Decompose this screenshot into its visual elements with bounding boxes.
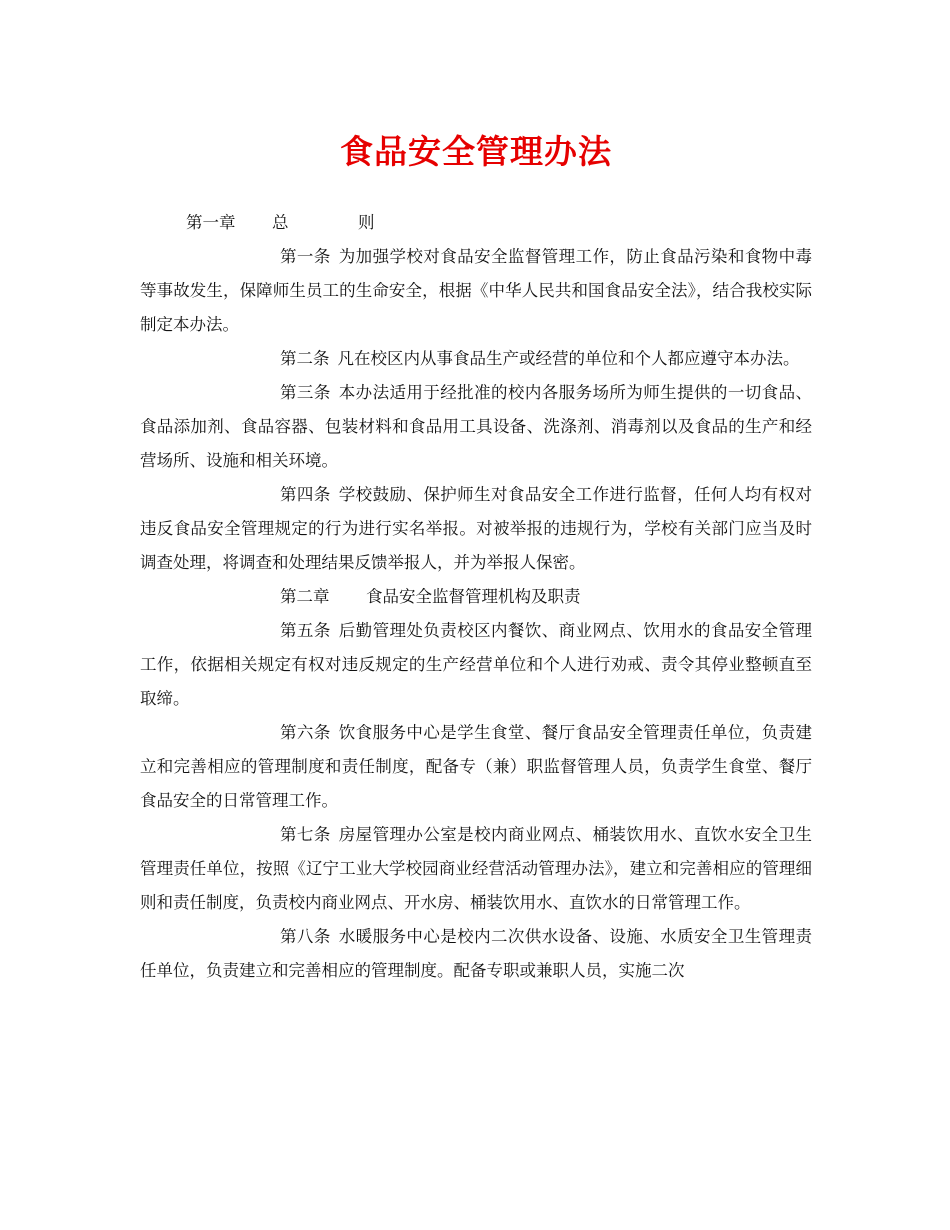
- article-text: 房屋管理办公室是校内商业网点、桶装饮用水、直饮水安全卫生管理责任单位，按照《辽宁工业大学校园商业经营活动管理办法》，建立和完善相应的管理细则和责任制度，负责校内商业网点、开水房、桶装饮用水、直饮水的日常管理工作。: [140, 825, 813, 912]
- chapter-name-part: 总: [272, 213, 289, 232]
- article-text: 本办法适用于经批准的校内各服务场所为师生提供的一切食品、食品添加剂、食品容器、包装材料和食品用工具设备、洗涤剂、消毒剂以及食品的生产和经营场所、设施和相关环境。: [140, 383, 813, 470]
- article-4: [140, 478, 812, 580]
- article-3: [140, 376, 812, 478]
- article-number: 第六条: [280, 723, 331, 742]
- article-text: 为加强学校对食品安全监督管理工作，防止食品污染和食物中毒等事故发生，保障师生员工的生命安全，根据《中华人民共和国食品安全法》，结合我校实际制定本办法。: [140, 247, 813, 334]
- chapter-label: 第二章: [280, 587, 330, 606]
- article-number: 第二条: [280, 349, 330, 368]
- article-6: [140, 716, 812, 818]
- article-number: 第五条: [280, 621, 331, 640]
- article-8: [140, 920, 812, 988]
- article-number: 第三条: [280, 383, 331, 402]
- article-text: 水暖服务中心是校内二次供水设备、设施、水质安全卫生管理责任单位，负责建立和完善相应的管理制度。配备专职或兼职人员，实施二次: [140, 927, 813, 980]
- chapter-heading-2: [140, 580, 812, 614]
- article-number: 第八条: [280, 927, 331, 946]
- article-number: 第四条: [280, 485, 331, 504]
- article-text: 后勤管理处负责校区内餐饮、商业网点、饮用水的食品安全管理工作，依据相关规定有权对违反规定的生产经营单位和个人进行劝戒、责令其停业整顿直至取缔。: [140, 621, 813, 708]
- article-text: 学校鼓励、保护师生对食品安全工作进行监督，任何人均有权对违反食品安全管理规定的行为进行实名举报。对被举报的违规行为，学校有关部门应当及时调查处理，将调查和处理结果反馈举报人，并为举报人保密。: [140, 485, 813, 572]
- document-title: 食品安全管理办法: [340, 132, 612, 171]
- chapter-name-part: 则: [358, 213, 375, 232]
- article-2: [140, 342, 812, 376]
- article-number: 第一条: [280, 247, 331, 266]
- document-body: [140, 206, 812, 988]
- chapter-heading-1: [140, 206, 812, 240]
- article-5: [140, 614, 812, 716]
- article-number: 第七条: [280, 825, 331, 844]
- chapter-name: 食品安全监督管理机构及职责: [366, 587, 581, 606]
- article-7: [140, 818, 812, 920]
- article-text: 凡在校区内从事食品生产或经营的单位和个人都应遵守本办法。: [337, 349, 800, 368]
- article-1: [140, 240, 812, 342]
- chapter-label: 第一章: [186, 213, 236, 232]
- article-text: 饮食服务中心是学生食堂、餐厅食品安全管理责任单位，负责建立和完善相应的管理制度和责任制度，配备专（兼）职监督管理人员，负责学生食堂、餐厅食品安全的日常管理工作。: [140, 723, 813, 810]
